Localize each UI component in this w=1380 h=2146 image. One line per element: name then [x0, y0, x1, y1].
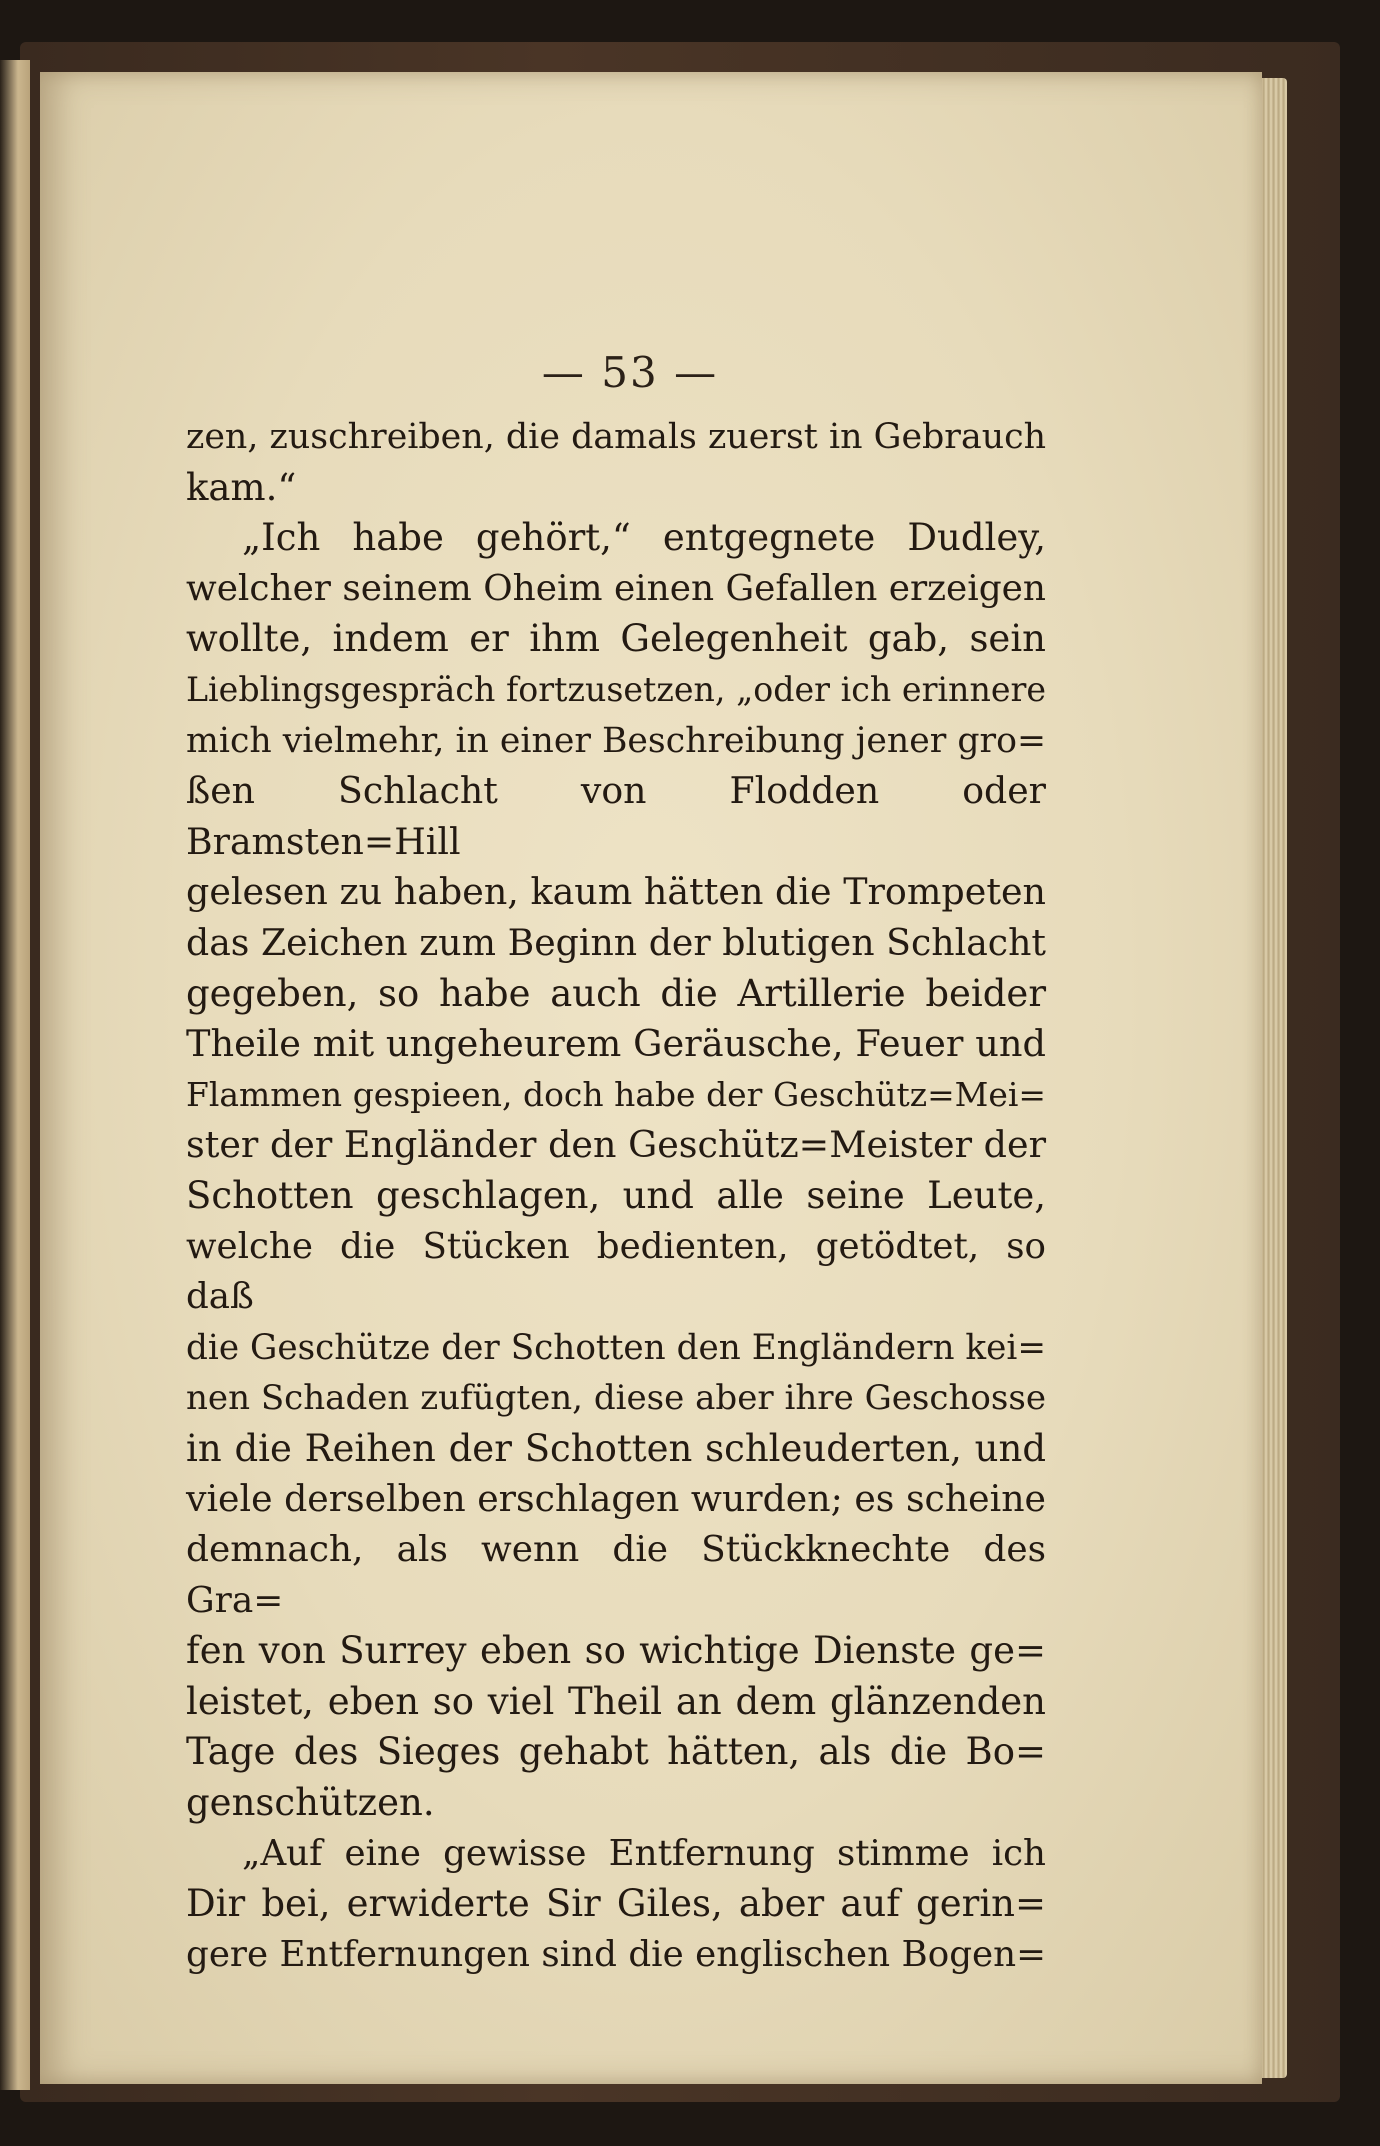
text-line: nen Schaden zufügten, diese aber ihre Geschosse	[186, 1378, 1046, 1419]
text-line: gere Entfernungen sind die englischen Bogen=	[186, 1933, 1046, 1975]
text-line: ster der Engländer den Geschütz=Meister der	[186, 1123, 1046, 1167]
text-line: wollte, indem er ihm Gelegenheit gab, sein	[186, 617, 1046, 661]
text-line: gelesen zu haben, kaum hätten die Trompeten	[186, 870, 1046, 914]
text-line: „Auf eine gewisse Entfernung stimme ich	[242, 1832, 1046, 1874]
text-line: kam.“	[186, 465, 297, 509]
text-line: „Ich habe gehört,“ entgegnete Dudley,	[242, 516, 1046, 560]
text-line: Theile mit ungeheurem Geräusche, Feuer und	[186, 1022, 1046, 1066]
text-line: mich vielmehr, in einer Beschreibung jener gro=	[186, 720, 1046, 761]
facing-page-edge	[0, 60, 30, 2090]
book-page	[40, 72, 1262, 2084]
text-line: viele derselben erschlagen wurden; es scheine	[186, 1477, 1046, 1521]
text-line: ßen Schlacht von Flodden oder Bramsten=Hill	[186, 769, 1046, 863]
text-line: Flammen gespieen, doch habe der Geschütz=Mei=	[186, 1074, 1046, 1114]
text-line: leistet, eben so viel Theil an dem glänzenden	[186, 1679, 1046, 1723]
text-line: welche die Stücken bedienten, getödtet, so daß	[186, 1225, 1046, 1318]
text-line: Schotten geschlagen, und alle seine Leute,	[186, 1173, 1046, 1217]
text-line: das Zeichen zum Beginn der blutigen Schlacht	[186, 920, 1046, 964]
text-line: zen, zuschreiben, die damals zuerst in Gebrauch	[186, 417, 1046, 457]
text-line: gegeben, so habe auch die Artillerie beider	[186, 971, 1046, 1015]
text-line: Tage des Sieges gehabt hätten, als die Bo=	[186, 1730, 1046, 1774]
text-line: in die Reihen der Schotten schleuderten, und	[186, 1426, 1046, 1470]
page-number: — 53 —	[541, 348, 719, 397]
text-line: die Geschütze der Schotten den Engländern kei=	[186, 1327, 1046, 1368]
text-line: Dir bei, erwiderte Sir Giles, aber auf gerin=	[186, 1882, 1046, 1926]
text-line: welcher seinem Oheim einen Gefallen erzeigen	[186, 567, 1046, 609]
text-line: fen von Surrey eben so wichtige Dienste ge=	[186, 1629, 1046, 1673]
text-line: Lieblingsgespräch fortzusetzen, „oder ich erinnere	[186, 669, 1046, 709]
text-line: demnach, als wenn die Stückknechte des Gra=	[186, 1529, 1046, 1621]
page-text	[186, 412, 1046, 1980]
text-line: genschützen.	[186, 1781, 435, 1825]
